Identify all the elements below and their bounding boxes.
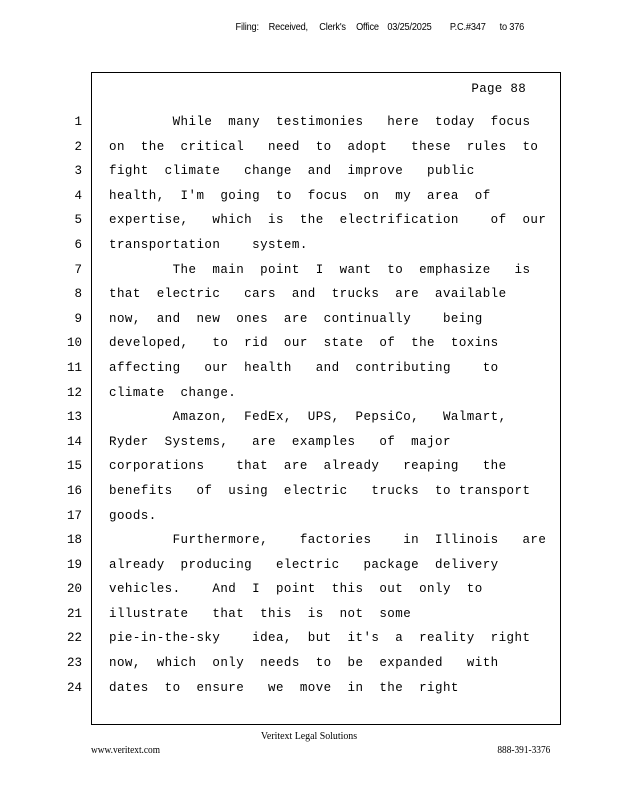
transcript-line xyxy=(0,577,618,602)
line-text: vehicles. And I point this out only to xyxy=(109,582,483,597)
line-text: illustrate that this is not some xyxy=(109,606,412,621)
line-number: 3 xyxy=(74,164,82,179)
line-text: Furthermore, factories in Illinois are xyxy=(109,533,547,548)
line-text: climate change. xyxy=(109,385,237,400)
transcript-lines xyxy=(0,110,618,700)
line-number: 16 xyxy=(66,483,82,498)
transcript-line xyxy=(0,110,618,135)
transcript-line xyxy=(0,135,618,160)
transcript-line xyxy=(0,381,618,406)
line-number: 23 xyxy=(66,656,82,671)
line-number: 13 xyxy=(66,410,82,425)
line-text: goods. xyxy=(109,508,157,523)
transcript-line xyxy=(0,528,618,553)
pc-number: P.C.#347 xyxy=(449,22,486,33)
line-number: 19 xyxy=(66,557,82,572)
line-number: 4 xyxy=(74,188,82,203)
line-number: 10 xyxy=(66,336,82,351)
line-text: pie-in-the-sky idea, but it's a reality right xyxy=(109,631,531,646)
line-text: While many testimonies here today focus xyxy=(109,115,531,129)
line-text: The main point I want to emphasize is xyxy=(109,262,531,277)
line-number: 14 xyxy=(66,434,82,449)
line-number: 12 xyxy=(66,385,82,400)
transcript-line xyxy=(0,258,618,283)
line-text: dates to ensure we move in the right xyxy=(109,680,459,695)
line-text: affecting our health and contributing to xyxy=(109,360,499,375)
line-text: that electric cars and trucks are available xyxy=(109,287,507,302)
transcript-line xyxy=(0,356,618,381)
transcript-line xyxy=(0,626,618,651)
line-number: 11 xyxy=(66,360,82,375)
footer-website: www.veritext.com xyxy=(91,744,160,756)
transcript-line xyxy=(0,504,618,529)
office-label: Office xyxy=(356,22,379,33)
line-text: developed, to rid our state of the toxins xyxy=(109,336,499,351)
line-text: now, which only needs to be expanded with xyxy=(109,656,499,671)
line-number: 8 xyxy=(74,287,82,302)
transcript-line xyxy=(0,282,618,307)
line-number: 7 xyxy=(74,262,82,277)
line-text: fight climate change and improve public xyxy=(109,164,475,179)
transcript-line xyxy=(0,208,618,233)
transcript-line xyxy=(0,602,618,627)
clerks-label: Clerk's xyxy=(319,22,346,33)
transcript-line xyxy=(0,184,618,209)
pc-range: to 376 xyxy=(499,22,525,33)
line-text: benefits of using electric trucks to transport xyxy=(109,483,531,498)
line-number: 18 xyxy=(66,533,82,548)
line-text: Amazon, FedEx, UPS, PepsiCo, Walmart, xyxy=(109,410,507,425)
line-number: 20 xyxy=(66,582,82,597)
transcript-line xyxy=(0,479,618,504)
line-number: 1 xyxy=(74,115,82,129)
line-number: 17 xyxy=(66,508,82,523)
transcript-line xyxy=(0,159,618,184)
line-text: Ryder Systems, are examples of major xyxy=(109,434,451,449)
line-text: now, and new ones are continually being xyxy=(109,311,483,326)
line-number: 5 xyxy=(74,213,82,228)
line-text: health, I'm going to focus on my area of xyxy=(109,188,491,203)
transcript-line xyxy=(0,430,618,455)
footer-company: Veritext Legal Solutions xyxy=(260,730,358,742)
line-text: already producing electric package delivery xyxy=(109,557,499,572)
transcript-line xyxy=(0,331,618,356)
line-number: 24 xyxy=(66,680,82,695)
line-number: 21 xyxy=(66,606,82,621)
transcript-line xyxy=(0,307,618,332)
filing-date: 03/25/2025 xyxy=(387,22,432,33)
transcript-line xyxy=(0,651,618,676)
line-number: 9 xyxy=(74,311,82,326)
received-label: Received, xyxy=(268,22,308,33)
filing-label: Filing: xyxy=(235,22,259,33)
transcript-line xyxy=(0,553,618,578)
line-text: corporations that are already reaping the xyxy=(109,459,507,474)
footer-phone: 888-391-3376 xyxy=(497,744,550,756)
line-number: 2 xyxy=(74,139,82,154)
transcript-line xyxy=(0,405,618,430)
line-number: 15 xyxy=(66,459,82,474)
line-number: 22 xyxy=(66,631,82,646)
page-number: Page 88 xyxy=(471,82,526,96)
line-text: transportation system. xyxy=(109,237,308,252)
line-text: expertise, which is the electrification of our xyxy=(109,213,547,228)
transcript-line xyxy=(0,676,618,701)
line-number: 6 xyxy=(74,237,82,252)
transcript-line xyxy=(0,233,618,258)
line-text: on the critical need to adopt these rules to xyxy=(109,139,539,154)
transcript-line xyxy=(0,454,618,479)
